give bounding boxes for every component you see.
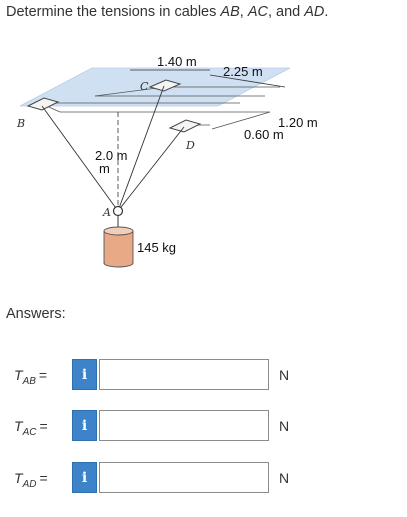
dim-height-label: 2.0 m: [95, 148, 128, 163]
question-text: Determine the tensions in cables AB, AC, and AD.: [6, 4, 329, 20]
tad-unit: N: [279, 470, 290, 486]
cable-ad: [118, 127, 184, 211]
point-a-label: A: [103, 206, 111, 219]
tac-answer-input[interactable]: [99, 410, 269, 441]
dim-depth-label: 1.20 m: [278, 115, 318, 130]
answer-row-tab: [0, 359, 407, 393]
cable-ad-label: AD: [304, 4, 325, 20]
info-button-tab[interactable]: i: [72, 359, 97, 390]
tab-unit: N: [279, 367, 290, 383]
problem-figure: [0, 40, 330, 280]
tac-label: $T_{AC}$ =: [14, 418, 48, 438]
answer-row-tad: [0, 462, 407, 496]
dim-top-label: 1.40 m: [157, 54, 197, 69]
dim-right-label: 2.25 m: [223, 64, 263, 79]
tac-unit: N: [279, 418, 290, 434]
answers-label: Answers:: [6, 306, 66, 322]
tad-answer-input[interactable]: [99, 462, 269, 493]
tab-label: $T_{AB}$ =: [14, 367, 48, 387]
point-b-label: B: [17, 117, 26, 130]
ring-a: [114, 207, 123, 216]
dim-offset-label: 0.60 m: [244, 127, 284, 142]
info-button-tac[interactable]: i: [72, 410, 97, 441]
tad-label: $T_{AD}$ =: [14, 470, 48, 490]
plate-d: [170, 120, 200, 132]
info-button-tad[interactable]: i: [72, 462, 97, 493]
point-c-label: C: [140, 80, 149, 93]
svg-text:m: m: [99, 161, 110, 176]
point-d-label: D: [186, 139, 195, 152]
cable-ab-label: AB: [220, 4, 240, 20]
cable-ac-label: AC: [247, 4, 268, 20]
answer-row-tac: [0, 410, 407, 444]
mass-label: 145 kg: [137, 240, 177, 255]
tab-answer-input[interactable]: [99, 359, 269, 390]
